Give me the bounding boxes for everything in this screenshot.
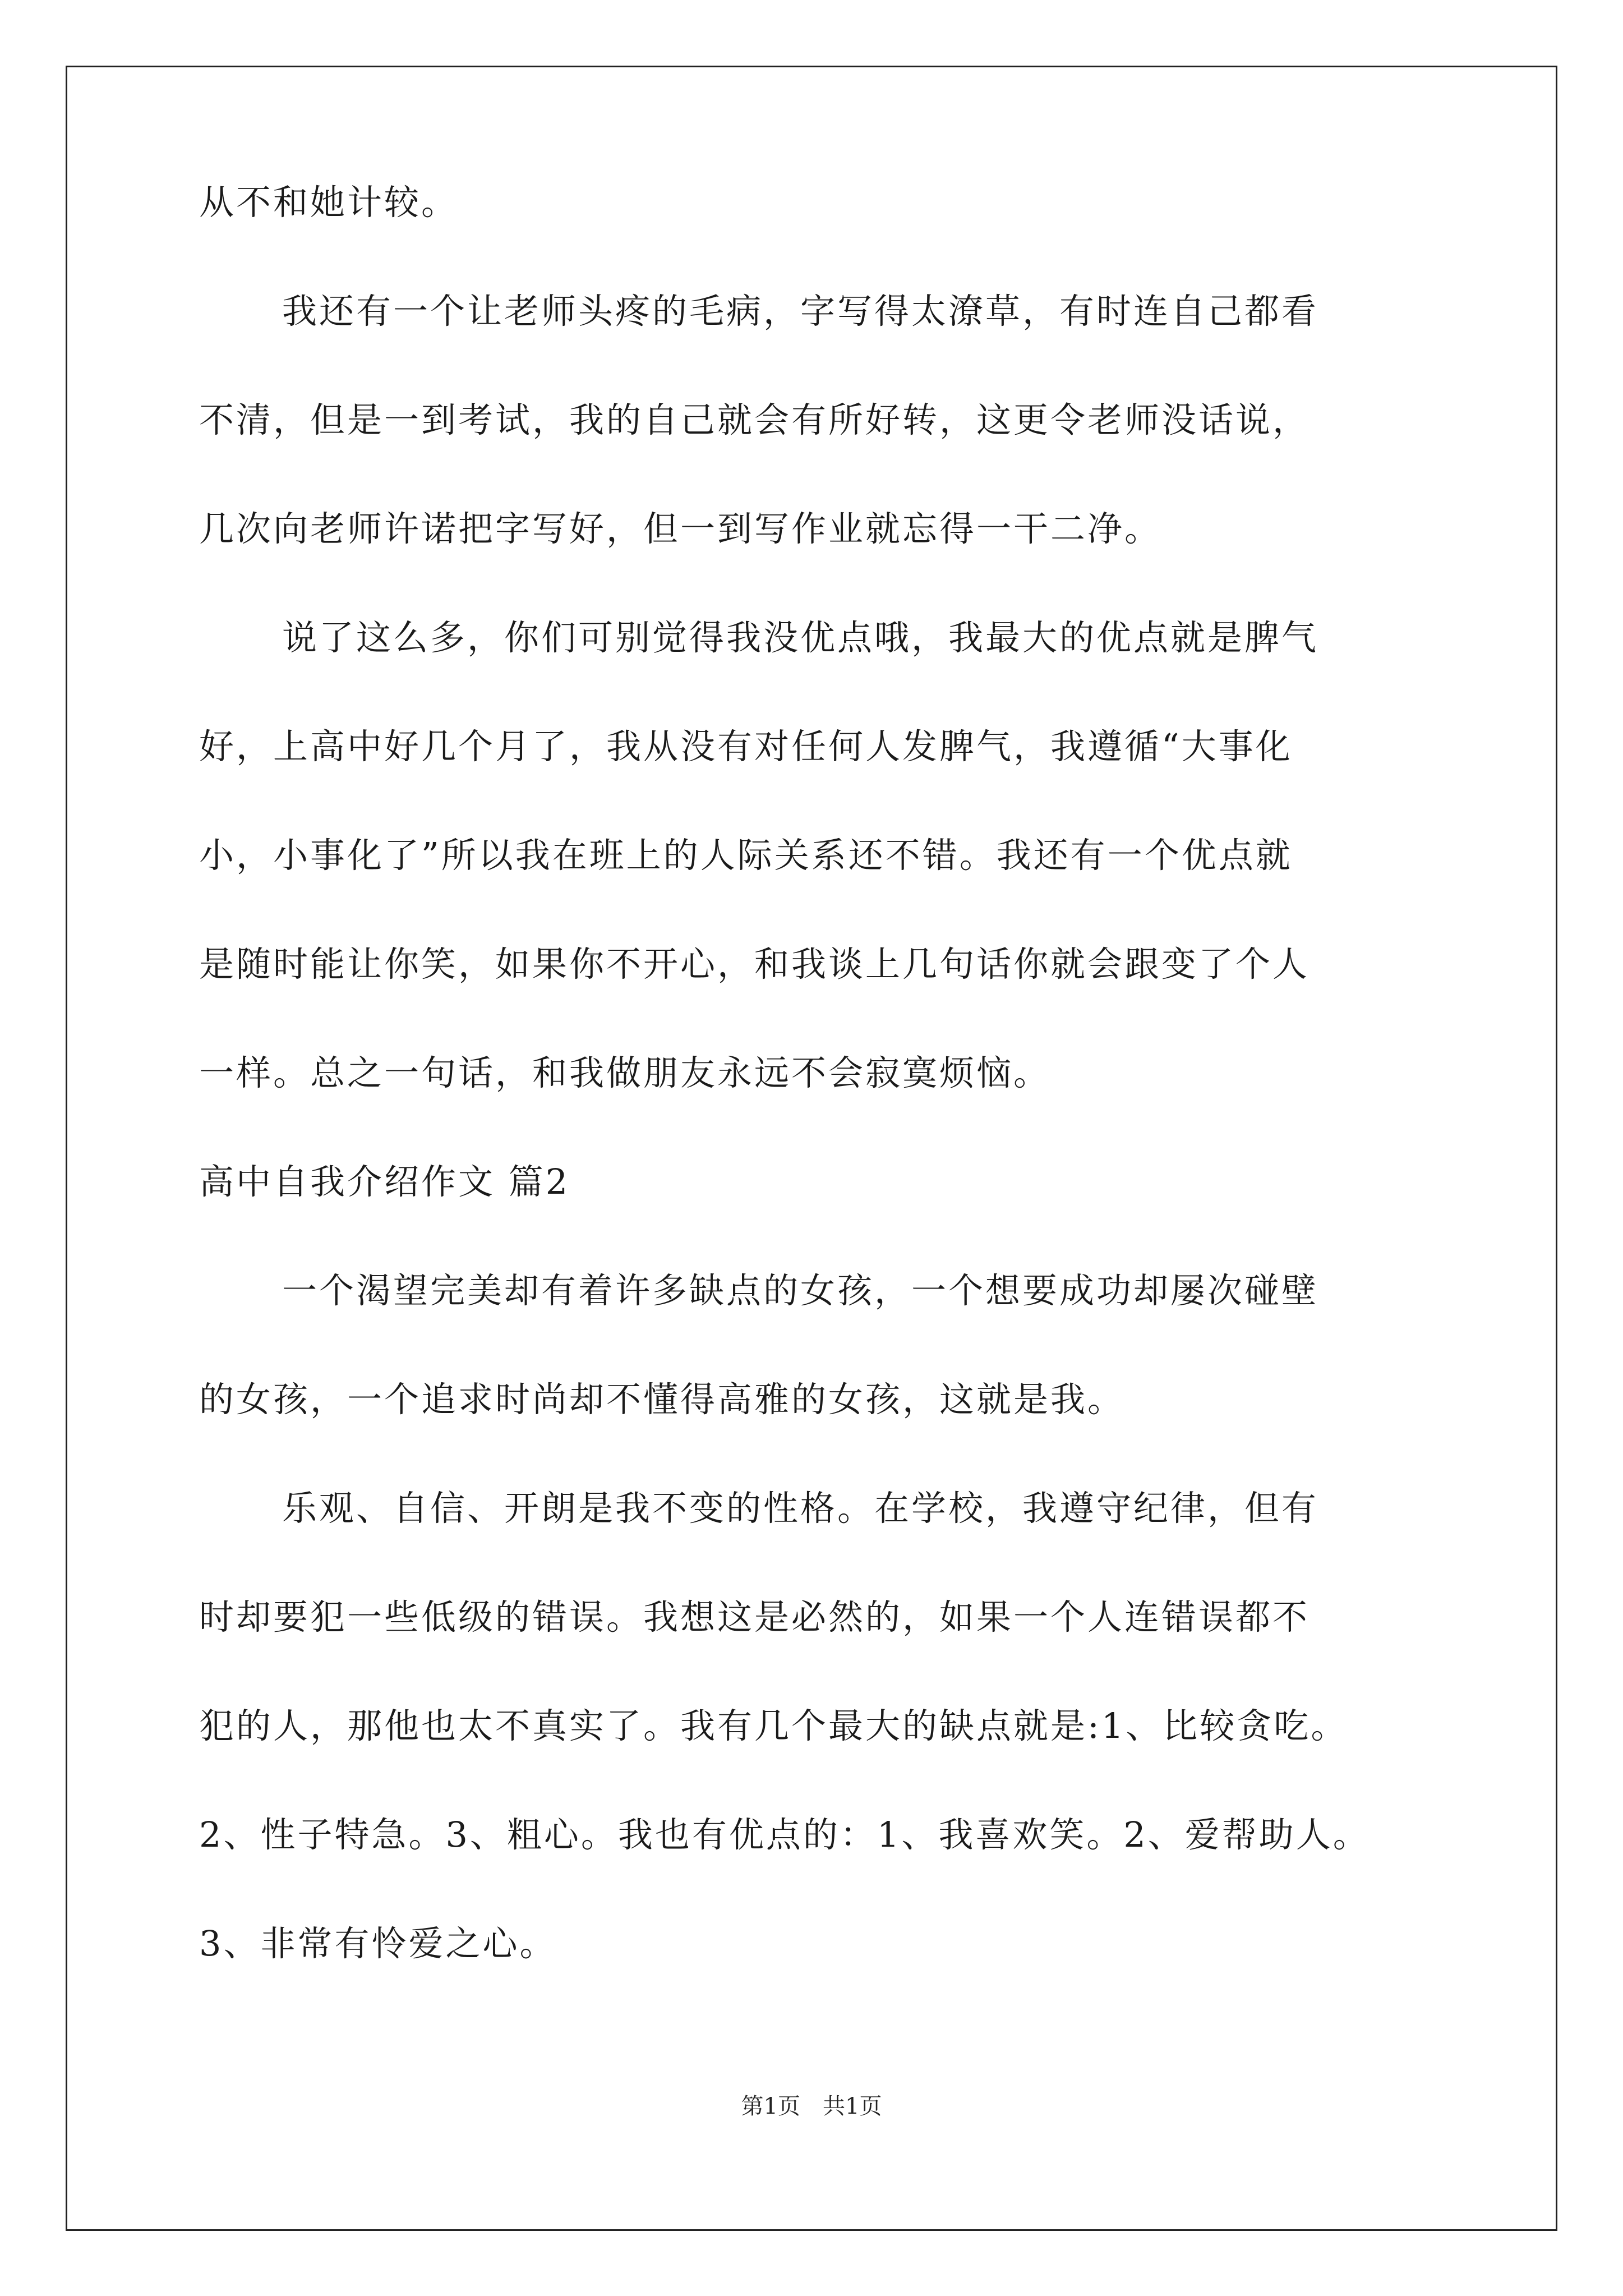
text-line: 的女孩，一个追求时尚却不懂得高雅的女孩，这就是我。 xyxy=(199,1379,1125,1420)
text-line: 一样。总之一句话，和我做朋友永远不会寂寞烦恼。 xyxy=(199,1052,1051,1093)
text-line: 3、非常有怜爱之心。 xyxy=(199,1923,557,1964)
text-line: 时却要犯一些低级的错误。我想这是必然的，如果一个人连错误都不 xyxy=(199,1596,1310,1637)
document-body xyxy=(199,182,1467,2035)
text-line: 几次向老师许诺把字写好，但一到写作业就忘得一干二净。 xyxy=(199,508,1162,549)
text-line: 不清，但是一到考试，我的自己就会有所好转，这更令老师没话说， xyxy=(199,399,1310,440)
text-line: 是随时能让你笑，如果你不开心，和我谈上几句话你就会跟变了个人 xyxy=(199,944,1310,984)
text-line: 说了这么多，你们可别觉得我没优点哦，我最大的优点就是脾气 xyxy=(282,617,1319,658)
text-line: 一个渴望完美却有着许多缺点的女孩，一个想要成功却屡次碰壁 xyxy=(282,1270,1319,1311)
page-footer: 第1页 共1页 xyxy=(741,2093,882,2119)
text-line: 我还有一个让老师头疼的毛病，字写得太潦草，有时连自己都看 xyxy=(282,291,1319,332)
text-line: 2、性子特急。3、粗心。我也有优点的：1、我喜欢笑。2、爱帮助人。 xyxy=(199,1814,1370,1855)
section-heading: 高中自我介绍作文 篇2 xyxy=(199,1161,570,1202)
text-line: 好，上高中好几个月了，我从没有对任何人发脾气，我遵循“大事化 xyxy=(199,726,1293,767)
text-line: 小，小事化了”所以我在班上的人际关系还不错。我还有一个优点就 xyxy=(199,835,1293,876)
text-line: 犯的人，那他也太不真实了。我有几个最大的缺点就是:1、比较贪吃。 xyxy=(199,1705,1348,1746)
text-line: 从不和她计较。 xyxy=(199,182,459,223)
text-line: 乐观、自信、开朗是我不变的性格。在学校，我遵守纪律，但有 xyxy=(282,1488,1319,1529)
